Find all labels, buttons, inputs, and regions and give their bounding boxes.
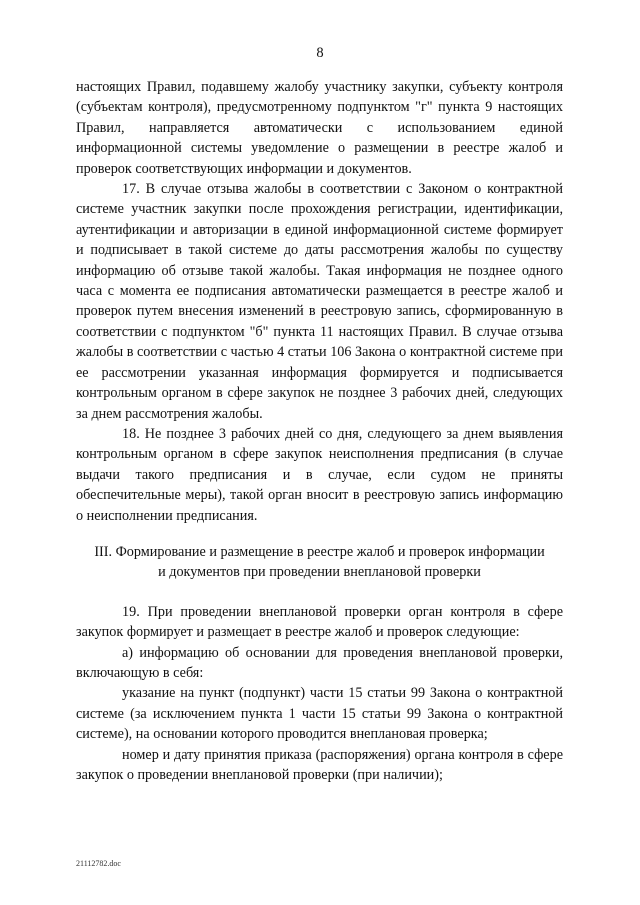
page-number: 8	[316, 45, 324, 61]
paragraph-17: 17. В случае отзыва жалобы в соответствии с Законом о контрактной системе участник закупки после прохождения регистрации, идентификации, аутентификации и авторизации в единой информационной системе формирует и подписывает в такой системе до даты рассмотрения жалобы по существу информацию об отзыве такой жалобы. Такая информация не позднее одного часа с момента ее подписания автоматически размещается в реестре жалоб и проверок путем внесения изменений в реестровую запись, сформированную в соответствии с подпунктом "б" пункта 11 настоящих Правил. В случае отзыва жалобы в соответствии с частью 4 статьи 106 Закона о контрактной системе при ее рассмотрении указанная информация формируется и подписывается контрольным органом в сфере закупок не позднее 3 рабочих дней, следующих за днем рассмотрения жалобы.	[76, 181, 563, 422]
file-name-footer: 21112782.doc	[76, 859, 121, 868]
subparagraph-a: а) информацию об основании для проведения внеплановой проверки, включающую в себя:	[76, 644, 563, 681]
paragraph-18: 18. Не позднее 3 рабочих дней со дня, следующего за днем выявления контрольным органом в сфере закупок неисполнения предписания (в случае выдачи такого предписания и в случае, если судом не приняты обеспечительные меры), такой орган вносит в реестровую запись информацию о неисполнении предписания.	[76, 425, 563, 524]
section-heading-line-2: и документов при проведении внеплановой проверки	[158, 564, 481, 581]
paragraph-19: 19. При проведении внеплановой проверки орган контроля в сфере закупок формирует и размещает в реестре жалоб и проверок следующие:	[76, 603, 563, 641]
list-item-order-number: номер и дату принятия приказа (распоряжения) органа контроля в сфере закупок о проведении внеплановой проверки (при наличии);	[76, 746, 563, 783]
paragraph-continuation: настоящих Правил, подавшему жалобу участнику закупки, субъекту контроля (субъектам контроля), предусмотренному подпунктом "г" пункта 9 настоящих Правил, направляется автоматически с использованием единой информационной системы уведомление о размещении в реестре жалоб и проверок соответствующих информации и документов.	[76, 79, 563, 177]
list-item-clause-reference: указание на пункт (подпункт) части 15 статьи 99 Закона о контрактной системе (за исключением пункта 1 части 15 статьи 99 Закона о контрактной системе), на основании которого проводится внеплановая проверка;	[76, 685, 563, 743]
section-heading-line-1: III. Формирование и размещение в реестре жалоб и проверок информации	[94, 543, 545, 560]
section-heading	[76, 542, 563, 583]
document-body	[76, 77, 563, 785]
